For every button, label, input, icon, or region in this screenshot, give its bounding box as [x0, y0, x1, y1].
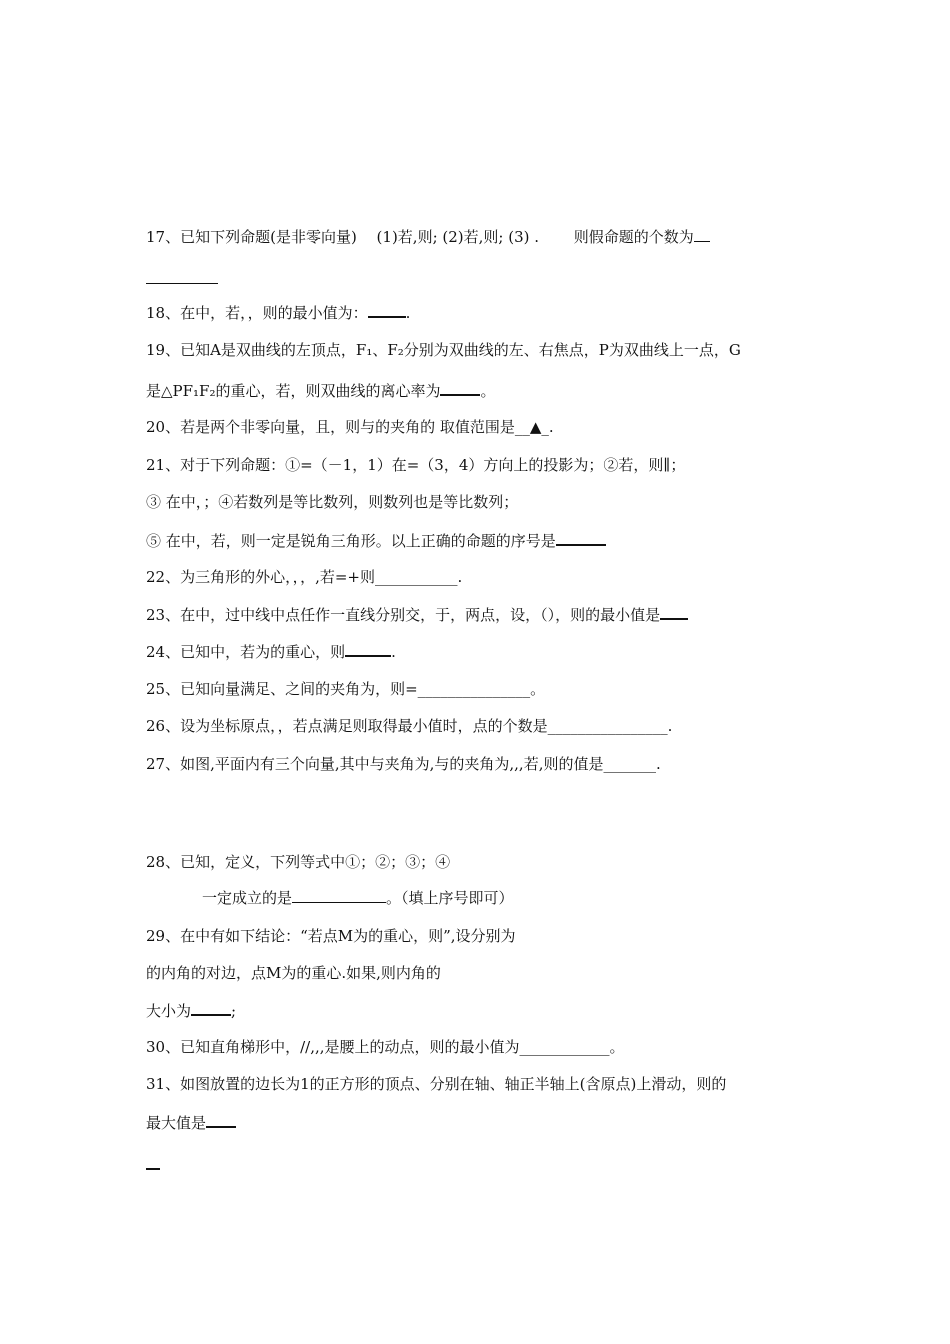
- q28-line1: [146, 852, 450, 872]
- q21-line2: [146, 492, 518, 512]
- q18-tail: .: [405, 304, 411, 322]
- q24-tail: .: [391, 643, 396, 661]
- q21-text-2: ③ 在中，；④若数列是等比数列，则数列也是等比数列；: [146, 493, 519, 511]
- q21-text-1: 21、对于下列命题：①=（－1，1）在=（3，4）方向上的投影为；②若，则∥；: [146, 456, 686, 474]
- q26-line: [146, 716, 672, 736]
- q23-text: 23、在中，过中线中点任作一直线分别交，于，两点，设，（），则的最小值是: [146, 606, 661, 624]
- q29-tail: ;: [231, 1002, 237, 1020]
- q18-line: [146, 302, 410, 323]
- q21-blank: [556, 530, 606, 546]
- q19-line2: [146, 380, 496, 401]
- q21-line1: [146, 455, 685, 475]
- q20-text: 20、若是两个非零向量，且，则与的夹角的 取值范围是__▲_.: [146, 418, 554, 436]
- q31-line2: [146, 1112, 236, 1133]
- q24-blank: [345, 641, 391, 657]
- q26-text: 26、设为坐标原点，，若点满足则取得最小值时，点的个数是________________.: [146, 717, 673, 735]
- q29-text-1: 29、在中有如下结论：“若点M为的重心，则”,设分别为: [146, 927, 516, 945]
- q28-tail: 。（填上序号即可）: [386, 889, 514, 907]
- q19-blank: [440, 380, 480, 396]
- q28-text-2: 一定成立的是: [202, 889, 293, 907]
- q22-text: 22、为三角形的外心，，，,若=+则___________.: [146, 568, 463, 586]
- q29-text-2: 的内角的对边，点M为的重心.如果,则内角的: [146, 964, 441, 982]
- q24-text: 24、已知中，若为的重心，则: [146, 643, 346, 661]
- q17-line: [146, 227, 710, 247]
- q23-blank: [660, 604, 688, 620]
- q17-text: 17、已知下列命题(是非零向量) (1)若,则; (2)若,则; (3) . 则假命题的个数为: [146, 228, 694, 246]
- q31-blank: [206, 1112, 236, 1128]
- q31-text-2: 最大值是: [146, 1114, 207, 1132]
- q21-line3: [146, 530, 606, 551]
- q31-answer-rule: [146, 1168, 160, 1170]
- q19-text-2: 是△PF₁F₂的重心，若，则双曲线的离心率为: [146, 382, 441, 400]
- q27-line: [146, 754, 661, 774]
- q18-text: 18、在中，若，，则的最小值为：: [146, 304, 368, 322]
- q17-blank: [694, 227, 710, 242]
- q19-tail: 。: [480, 382, 496, 400]
- q17-answer-rule: [146, 283, 218, 284]
- q29-blank: [191, 1000, 231, 1016]
- q22-line: [146, 567, 462, 587]
- q25-line: [146, 679, 545, 699]
- q21-text-3: ⑤ 在中，若，则一定是锐角三角形。以上正确的命题的序号是: [146, 532, 556, 550]
- q20-line: [146, 417, 554, 437]
- q18-blank: [368, 302, 406, 318]
- q31-line1: [146, 1074, 726, 1094]
- q23-line: [146, 604, 688, 625]
- q30-text: 30、已知直角梯形中，//,,,是腰上的动点，则的最小值为____________。: [146, 1038, 625, 1056]
- q29-line2: [146, 963, 441, 983]
- q27-text: 27、如图,平面内有三个向量,其中与夹角为,与的夹角为,,,若,则的值是_______.: [146, 755, 661, 773]
- q31-text-1: 31、如图放置的边长为1的正方形的顶点、分别在轴、轴正半轴上(含原点)上滑动，则的: [146, 1075, 727, 1093]
- q29-text-3: 大小为: [146, 1002, 192, 1020]
- q28-blank: [292, 888, 386, 903]
- q19-line1: [146, 340, 741, 360]
- q25-text: 25、已知向量满足、之间的夹角为，则=_______________。: [146, 680, 546, 698]
- q28-line2: [202, 888, 514, 908]
- q29-line3: [146, 1000, 236, 1021]
- q29-line1: [146, 926, 516, 946]
- q30-line: [146, 1037, 625, 1057]
- q24-line: [146, 641, 396, 662]
- q28-text-1: 28、已知，定义，下列等式中①；②；③；④: [146, 853, 451, 871]
- q19-text-1: 19、已知A是双曲线的左顶点，F₁、F₂分别为双曲线的左、右焦点，P为双曲线上一点，G: [146, 341, 741, 359]
